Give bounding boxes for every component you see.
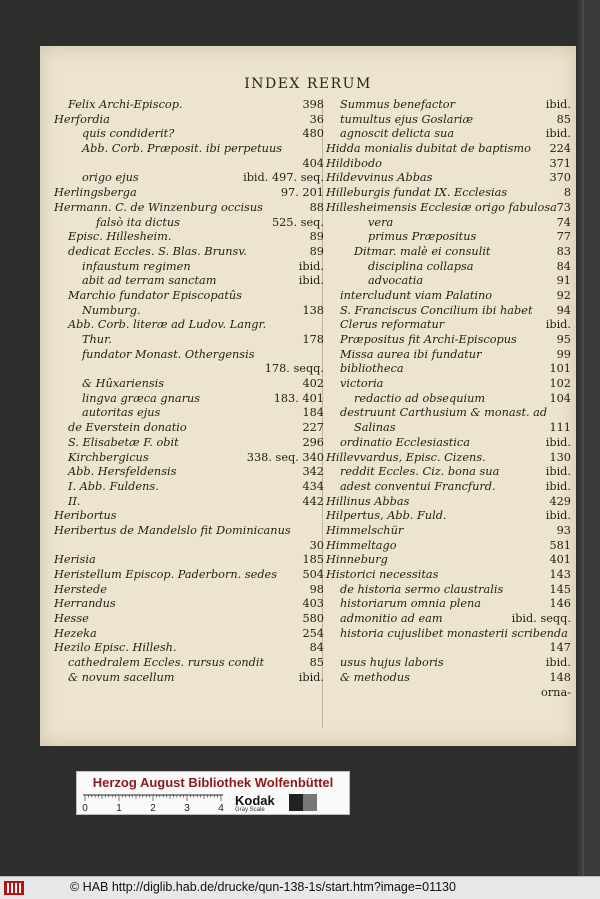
index-entry [326,627,571,642]
entry-page: orna- [540,685,571,699]
entry-text: infaustum regimen [82,259,191,273]
index-entry [326,304,571,319]
entry-page: 504 [302,568,324,581]
index-entry [326,230,571,245]
entry-page: 85 [309,656,324,670]
entry-text: ordinatio Ecclesiastica [340,435,470,449]
entry-text: Numburg. [82,303,141,317]
entry-text: historiarum omnia plena [340,597,482,611]
ruler-label: 1 [116,803,122,814]
entry-text: Himmeltago [326,538,397,552]
entry-page: ibid. [298,670,324,684]
kodak-brand: Kodak [235,793,275,808]
index-entry [54,451,324,466]
entry-page: 143 [549,568,571,581]
entry-text: de historia sermo claustralis [340,582,504,596]
index-entry [326,318,571,333]
index-entry [326,127,571,142]
entry-page: 83 [556,244,571,258]
index-entry [54,362,324,377]
entry-page: 77 [556,230,571,244]
index-entry [54,304,324,319]
entry-text: primus Præpositus [368,230,477,244]
hab-logo-icon [4,881,24,895]
entry-text: Marchio fundator Episcopatûs [68,288,242,302]
entry-page: 183. 401 [273,391,324,405]
entry-text: Hilleburgis fundat IX. Ecclesias [326,186,508,200]
entry-text: Heribertus de Mandelslo fit Dominicanus [54,523,291,537]
entry-page: 342 [302,465,324,479]
index-entry [326,171,571,186]
entry-text: Herrandus [54,597,116,611]
entry-page: 146 [549,597,571,611]
index-entry [326,568,571,583]
index-entry [326,274,571,289]
index-entry [54,260,324,275]
index-entry [326,289,571,304]
entry-page: ibid. [545,509,571,523]
index-entry [326,686,571,701]
entry-text: Ditmar. malè ei consulit [354,244,491,258]
entry-page: 74 [556,215,571,229]
entry-text: Hillevvardus, Episc. Cizens. [326,450,486,464]
entry-page: 30 [309,538,324,552]
entry-text: victoria [340,377,384,391]
entry-text: redactio ad obsequium [354,391,486,405]
entry-text: S. Franciscus Concilium ibi habet [340,303,533,317]
entry-text: falsò ita dictus [96,215,180,229]
index-entry [54,377,324,392]
index-entry [54,627,324,642]
index-entry [54,127,324,142]
index-entry [54,98,324,113]
index-entry [54,612,324,627]
entry-text: Hillinus Abbas [326,494,410,508]
entry-text: autoritas ejus [82,406,161,420]
entry-text: Historici necessitas [326,568,439,581]
entry-text: usus hujus laboris [340,656,444,670]
index-entry [54,348,324,363]
index-entry [326,583,571,598]
index-entry [54,553,324,568]
index-entry [54,186,324,201]
ruler-label: 4 [218,803,224,814]
entry-page: ibid. [545,435,571,449]
index-entry [326,157,571,172]
entry-page: 371 [549,156,571,170]
entry-page: 98 [309,582,324,596]
entry-page: 145 [549,582,571,596]
entry-text: fundator Monast. Othergensis [82,347,255,361]
entry-page: 8 [563,186,571,200]
index-entry [326,524,571,539]
entry-page: 185 [302,553,324,567]
entry-page: 104 [549,391,571,405]
index-entry [54,245,324,260]
entry-page: 370 [549,171,571,185]
ruler-label: 3 [184,803,190,814]
index-entry [54,509,324,524]
index-entry [54,274,324,289]
index-entry [54,539,324,554]
entry-page: 434 [302,479,324,493]
entry-page: ibid. [545,465,571,479]
entry-text: Hildevvinus Abbas [326,171,433,185]
entry-page: 85 [556,112,571,126]
entry-text: de Everstein donatio [68,421,187,435]
entry-text: & Hûxariensis [82,377,165,391]
index-entry [326,362,571,377]
entry-page: 97. 201 [280,186,324,200]
index-entry [326,671,571,686]
entry-page: 102 [549,377,571,391]
entry-text: Heribortus [54,509,117,523]
entry-text: bibliotheca [340,362,404,376]
entry-text: disciplina collapsa [368,259,474,273]
entry-text: Abb. Corb. Præposit. ibi perpetuus [82,142,283,156]
index-column-left [54,98,324,686]
ruler-scale [83,794,223,812]
entry-text: dedicat Eccles. S. Blas. Brunsv. [68,244,247,258]
index-entry [326,539,571,554]
entry-text: abit ad terram sanctam [82,274,217,288]
index-entry [54,230,324,245]
entry-page: ibid. [298,274,324,288]
entry-page: 224 [549,142,571,156]
entry-page: ibid. [545,656,571,670]
entry-page: ibid. [545,98,571,111]
index-entry [326,553,571,568]
entry-page: 111 [549,421,571,435]
index-entry [326,377,571,392]
ruler-label: 0 [82,803,88,814]
entry-text: Hezeka [54,626,97,640]
entry-page: 138 [302,303,324,317]
entry-page: 338. seq. 340 [246,450,324,464]
entry-page: 525. seq. [271,215,324,229]
entry-page: 36 [309,112,324,126]
entry-page: ibid. [298,259,324,273]
entry-page: 89 [309,230,324,244]
entry-text: II. [68,494,81,508]
entry-text: & novum sacellum [68,670,175,684]
index-entry [54,157,324,172]
entry-page: 84 [556,259,571,273]
entry-text: & methodus [340,670,410,684]
entry-text: vera [368,215,394,229]
index-entry [326,597,571,612]
entry-text: I. Abb. Fuldens. [68,479,159,493]
entry-page: ibid. [545,479,571,493]
entry-text: Abb. Hersfeldensis [68,465,177,479]
entry-page: 73 [556,200,571,214]
ruler-label: 2 [150,803,156,814]
library-title: Herzog August Bibliothek Wolfenbüttel [92,775,334,790]
entry-text: admonitio ad eam [340,612,443,626]
index-entry [54,216,324,231]
index-entry [54,171,324,186]
entry-text: Kirchbergicus [68,450,149,464]
gray-patch-dark [289,794,303,811]
entry-page: ibid. [545,127,571,141]
entry-page: 429 [549,494,571,508]
footer-bar [0,876,600,899]
entry-page: 92 [556,288,571,302]
index-column-right [326,98,571,700]
index-entry [326,612,571,627]
gray-scale-label: Gray Scale [235,807,265,813]
entry-text: origo ejus [82,171,139,185]
index-entry [326,421,571,436]
entry-page: 84 [309,641,324,655]
index-entry [326,98,571,113]
entry-page: 95 [556,333,571,346]
entry-text: Hezilo Episc. Hillesh. [54,641,177,655]
index-entry [54,480,324,495]
entry-text: Thur. [82,333,112,346]
entry-page: 130 [549,450,571,464]
entry-text: Herfordia [54,112,110,126]
index-entry [326,201,571,216]
index-entry [54,201,324,216]
entry-page: 178. seqq. [264,362,324,376]
entry-page: ibid. seqq. [511,612,571,626]
entry-text: Episc. Hillesheim. [68,230,172,244]
right-scroll-strip[interactable] [578,0,600,876]
entry-text: advocatia [368,274,424,288]
entry-page: 93 [556,523,571,537]
index-entry [54,406,324,421]
index-entry [54,333,324,348]
entry-page: 402 [302,377,324,391]
index-entry [326,333,571,348]
index-entry [54,656,324,671]
entry-text: lingva græca gnarus [82,391,201,405]
entry-text: S. Elisabetæ F. obit [68,435,179,449]
index-entry [326,245,571,260]
index-entry [54,318,324,333]
entry-text: Herlingsberga [54,186,137,200]
index-entry [54,597,324,612]
entry-page: 147 [549,641,571,655]
entry-text: Hildibodo [326,156,382,170]
color-checker-target [76,771,350,815]
index-entry [54,465,324,480]
entry-page: 99 [556,347,571,361]
index-entry [54,113,324,128]
index-entry [326,465,571,480]
scanned-page [40,46,576,746]
index-entry [326,641,571,656]
index-entry [326,406,571,421]
index-entry [326,656,571,671]
entry-text: Abb. Corb. literæ ad Ludov. Langr. [68,318,267,332]
entry-text: Heristellum Episcop. Paderborn. sedes [54,568,278,581]
index-entry [326,186,571,201]
entry-text: Hidda monialis dubitat de baptismo [326,142,531,156]
entry-text: cathedralem Eccles. rursus condit [68,656,265,670]
index-entry [326,451,571,466]
entry-page: ibid. 497. seq. [243,171,324,185]
entry-text: Himmelschür [326,523,404,537]
index-entry [326,142,571,157]
entry-page: 178 [302,333,324,346]
index-entry [326,436,571,451]
entry-text: Hesse [54,612,89,626]
entry-text: Felix Archi-Episcop. [68,98,183,111]
entry-page: ibid. [545,318,571,332]
page-header: INDEX RERUM [244,76,372,92]
entry-page: 88 [309,200,324,214]
index-entry [54,142,324,157]
index-entry [54,436,324,451]
entry-text: historia cujuslibet monasterii scribenda [340,626,568,640]
entry-text: Hermann. C. de Winzenburg occisus [54,200,263,214]
index-entry [54,583,324,598]
entry-page: 398 [302,98,324,111]
entry-page: 148 [549,670,571,684]
index-entry [326,495,571,510]
entry-page: 94 [556,303,571,317]
index-entry [326,348,571,363]
index-entry [326,509,571,524]
gray-patch-mid [303,794,317,811]
index-entry [54,421,324,436]
index-entry [54,289,324,304]
entry-text: adest conventui Francfurd. [340,479,496,493]
entry-text: Herisia [54,553,96,567]
entry-text: Missa aurea ibi fundatur [340,347,482,361]
index-entry [54,524,324,539]
index-entry [54,641,324,656]
entry-text: quis condiderit? [82,127,175,141]
index-entry [54,568,324,583]
entry-page: 442 [302,494,324,508]
entry-text: Salinas [354,421,396,435]
entry-page: 296 [302,435,324,449]
entry-page: 101 [549,362,571,376]
index-entry [326,260,571,275]
index-entry [326,480,571,495]
entry-page: 404 [302,156,324,170]
entry-text: Hinneburg [326,553,388,567]
entry-text: intercludunt viam Palatino [340,288,493,302]
entry-text: destruunt Carthusium & monast. ad [340,406,548,420]
entry-page: 480 [302,127,324,141]
entry-page: 403 [302,597,324,611]
entry-text: Summus benefactor [340,98,455,111]
entry-text: reddit Eccles. Ciz. bona sua [340,465,500,479]
entry-page: 184 [302,406,324,420]
index-entry [54,671,324,686]
footer-url[interactable]: © HAB http://diglib.hab.de/drucke/qun-138-1s/start.htm?image=01130 [70,880,456,894]
entry-page: 227 [302,421,324,435]
index-entry [54,392,324,407]
entry-text: tumultus ejus Goslariæ [340,112,474,126]
entry-page: 254 [302,626,324,640]
entry-page: 401 [549,553,571,567]
index-entry [54,495,324,510]
entry-page: 91 [556,274,571,288]
entry-page: 580 [302,612,324,626]
entry-text: Clerus reformatur [340,318,445,332]
index-entry [326,113,571,128]
index-entry [326,392,571,407]
entry-text: Hillesheimensis Ecclesiæ origo fabulosa [326,200,557,214]
entry-text: Præpositus fit Archi-Episcopus [340,333,517,346]
entry-text: Hilpertus, Abb. Fuld. [326,509,447,523]
entry-text: Herstede [54,582,107,596]
entry-page: 89 [309,244,324,258]
index-entry [326,216,571,231]
entry-page: 581 [549,538,571,552]
entry-text: agnoscit delicta sua [340,127,455,141]
